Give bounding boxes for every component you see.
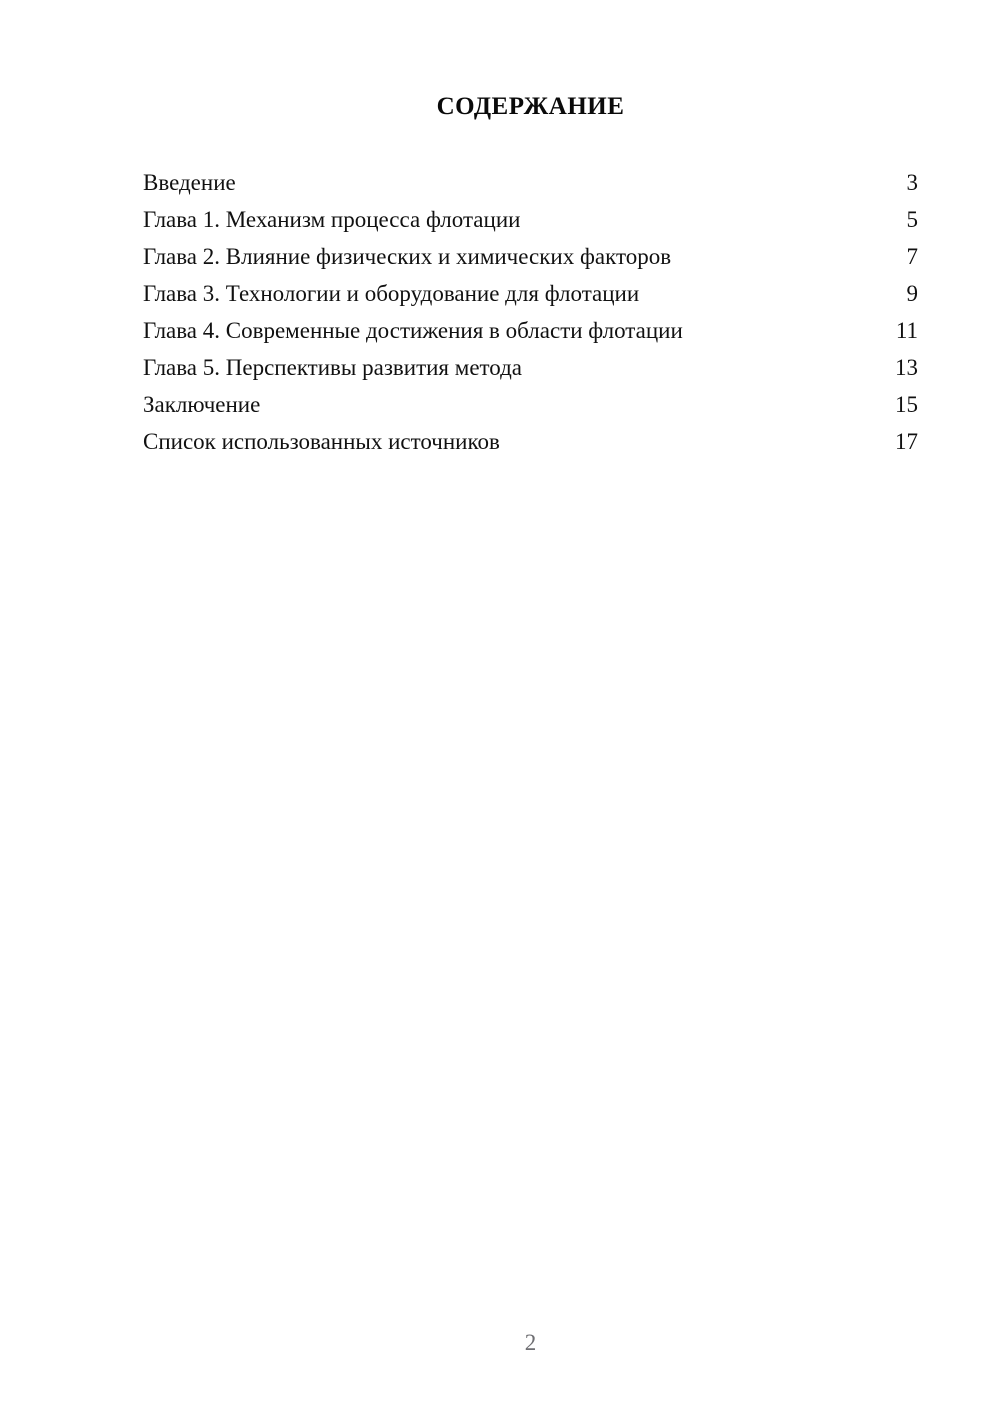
toc-entry-page: 5 xyxy=(906,207,918,232)
toc-row xyxy=(143,423,918,460)
toc-row xyxy=(143,201,918,238)
toc-entry-label: Глава 4. Современные достижения в области флотации xyxy=(143,318,683,343)
table-of-contents xyxy=(143,164,918,460)
toc-entry-label: Список использованных источников xyxy=(143,429,500,454)
toc-entry-label: Глава 2. Влияние физических и химических факторов xyxy=(143,244,672,269)
toc-entry-page: 3 xyxy=(906,170,918,195)
page-content xyxy=(143,0,918,460)
toc-entry-page: 9 xyxy=(906,281,918,306)
toc-entry-label: Заключение xyxy=(143,392,261,417)
toc-row xyxy=(143,275,918,312)
toc-entry-label: Глава 5. Перспективы развития метода xyxy=(143,355,523,380)
toc-row xyxy=(143,386,918,423)
toc-row xyxy=(143,349,918,386)
toc-entry-page: 11 xyxy=(895,318,918,343)
toc-entry-label: Глава 3. Технологии и оборудование для флотации xyxy=(143,281,640,306)
toc-row xyxy=(143,312,918,349)
toc-entry-page: 7 xyxy=(906,244,918,269)
toc-row xyxy=(143,238,918,275)
page-title: СОДЕРЖАНИЕ xyxy=(436,93,625,120)
footer-page-number: 2 xyxy=(524,1330,537,1355)
toc-entry-page: 15 xyxy=(895,392,918,417)
toc-row xyxy=(143,164,918,201)
toc-entry-page: 13 xyxy=(895,355,918,380)
toc-entry-label: Введение xyxy=(143,170,236,195)
toc-entry-page: 17 xyxy=(895,429,918,454)
toc-entry-label: Глава 1. Механизм процесса флотации xyxy=(143,207,521,232)
